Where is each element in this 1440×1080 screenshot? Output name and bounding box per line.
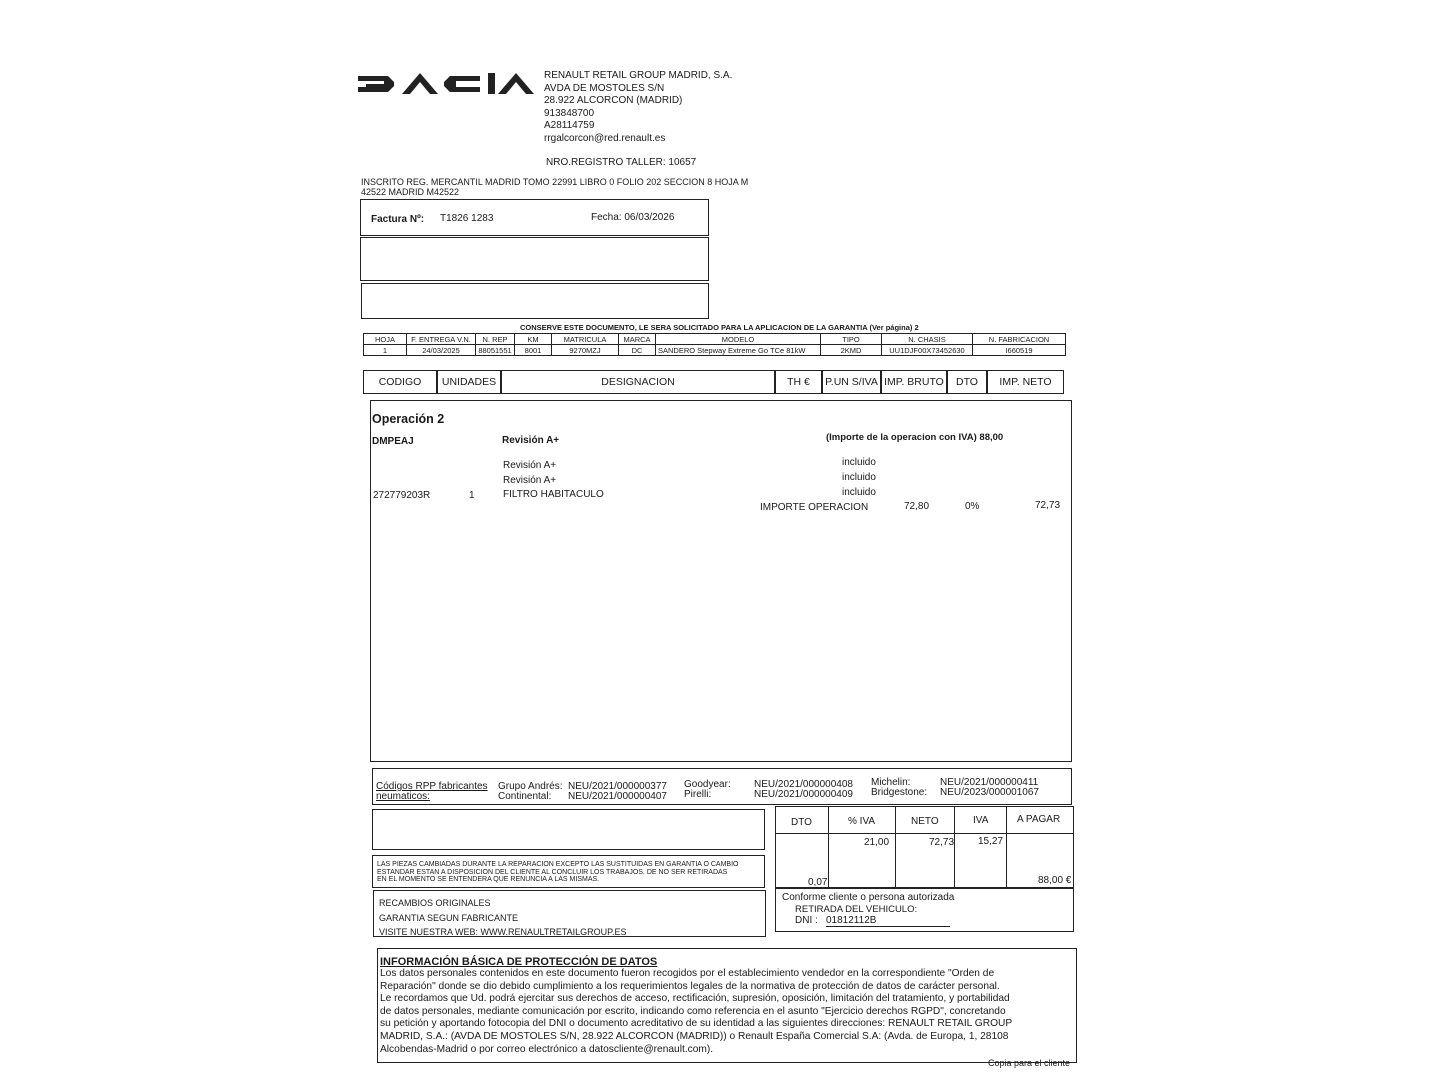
registro-mercantil-line-1: INSCRITO REG. MERCANTIL MADRID TOMO 22991 LIBRO 0 FOLIO 202 SECCION 8 HOJA M	[361, 177, 749, 187]
operation-importe-iva: (Importe de la operacion con IVA) 88,00	[826, 432, 1004, 443]
vehicle-header-row	[364, 334, 1066, 345]
recambios-line: GARANTIA SEGUN FABRICANTE	[379, 912, 519, 923]
totals-header-iva: IVA	[973, 815, 989, 826]
rpp-code: NEU/2021/000000407	[568, 791, 667, 802]
privacy-line: de datos personales, mediante comunicación por escrito, indicando como referencia en el asunto "Ejercicio derechos RGPD", concretando	[380, 1005, 1006, 1017]
totals-a-pagar: 88,00 €	[1038, 875, 1072, 886]
rpp-col-2	[684, 780, 853, 800]
recambios-line: RECAMBIOS ORIGINALES	[379, 898, 491, 908]
company-email: rrgalcorcon@red.renault.es	[544, 132, 666, 144]
invoice-header-box	[360, 199, 709, 236]
importe-operacion-bruto: 72,80	[904, 501, 930, 512]
rpp-brand: Grupo Andrés:	[498, 781, 563, 792]
col-codigo: CODIGO	[363, 370, 437, 394]
col-pun: P.UN S/IVA	[822, 370, 881, 394]
dacia-logo	[358, 70, 534, 98]
rpp-code: NEU/2021/000000377	[568, 781, 667, 792]
item-designacion: Revisión A+	[503, 475, 557, 486]
vehicle-header: TIPO	[821, 334, 882, 345]
importe-operacion-label: IMPORTE OPERACION	[760, 502, 869, 513]
totals-header-a-pagar: A PAGAR	[1017, 814, 1061, 825]
privacy-line: MADRID, S.A.: (AVDA DE MOSTOLES S/N, 28.922 ALCORCON (MADRID)) o Renault España Comercial S.A: (Avda. de Europa, 1, 28108	[380, 1030, 1009, 1042]
vehicle-header: N. FABRICACION	[973, 334, 1066, 345]
totals-header-pct-iva: % IVA	[848, 816, 876, 827]
rpp-code: NEU/2021/000000409	[754, 789, 853, 800]
company-street: AVDA DE MOSTOLES S/N	[544, 82, 665, 94]
rpp-brand: Goodyear:	[684, 779, 731, 790]
vehicle-header: MODELO	[656, 334, 821, 345]
vehicle-value: I660519	[973, 345, 1066, 356]
item-nota: incluido	[842, 472, 876, 483]
footer-copy: Copia para el cliente	[988, 1058, 1071, 1068]
registro-mercantil-line-2: 42522 MADRID M42522	[361, 187, 460, 197]
registro-taller: NRO.REGISTRO TALLER: 10657	[546, 157, 697, 168]
item-designacion: Revisión A+	[503, 460, 557, 471]
importe-operacion-dto: 0%	[965, 501, 980, 512]
observations-box	[372, 809, 765, 850]
vehicle-value: 8001	[515, 345, 552, 356]
recambios-text	[379, 896, 627, 940]
totals-box	[775, 806, 1074, 888]
privacy-box	[377, 948, 1077, 1063]
totals-pct-iva: 21,00	[864, 837, 890, 848]
rpp-code: NEU/2023/000001067	[940, 787, 1039, 798]
item-designacion: FILTRO HABITACULO	[503, 489, 604, 500]
rpp-brand: Pirelli:	[684, 789, 712, 800]
vehicle-table	[363, 333, 1066, 356]
invoice-date: Fecha: 06/03/2026	[591, 212, 675, 223]
item-nota: incluido	[842, 457, 876, 468]
vehicle-header: MATRICULA	[552, 334, 619, 345]
vehicle-header: N. CHASIS	[882, 334, 973, 345]
vehicle-value: 88051551	[476, 345, 515, 356]
operation-code: DMPEAJ	[372, 436, 414, 447]
company-city: 28.922 ALCORCON (MADRID)	[544, 95, 683, 107]
privacy-line: su petición y aportando fotocopia del DNI o documento acreditativo de su identidad a las siguientes direcciones: RENAULT RETAIL GROUP	[380, 1018, 1013, 1030]
pieces-notice-line: EN EL MOMENTO SE ENTENDERA QUE RENUNCIA A LAS MISMAS.	[377, 876, 600, 883]
rpp-brand: Michelin:	[871, 777, 911, 788]
rpp-brand: Continental:	[498, 791, 552, 802]
conforme-dni-label: DNI :	[795, 915, 818, 926]
col-th: TH €	[775, 370, 822, 394]
pieces-notice-box	[372, 855, 765, 888]
pieces-notice-line: LAS PIEZAS CAMBIADAS DURANTE LA REPARACION EXCEPTO LAS SUSTITUIDAS EN GARANTIA O CAMBIO	[377, 861, 739, 868]
totals-header-neto: NETO	[911, 816, 939, 827]
totals-iva: 15,27	[978, 836, 1004, 847]
invoice-number: T1826 1283	[440, 213, 494, 224]
registro-mercantil	[361, 177, 748, 197]
privacy-line: Reparación" donde se dio debido cumplimiento a los requerimientos legales de la normativa de protección de datos de carácter personal.	[380, 980, 1000, 992]
rpp-code: NEU/2021/000000408	[754, 779, 853, 790]
vehicle-value: 9270MZJ	[552, 345, 619, 356]
conforme-box	[775, 888, 1074, 932]
col-dto: DTO	[947, 370, 987, 394]
company-cif: A28114759	[544, 120, 595, 132]
vehicle-value: DC	[619, 345, 656, 356]
rpp-label	[376, 782, 488, 802]
company-address	[544, 70, 732, 146]
pieces-notice	[377, 861, 739, 884]
vehicle-header: N. REP	[476, 334, 515, 345]
address-box	[361, 283, 709, 319]
vehicle-value: 24/03/2025	[407, 345, 476, 356]
rpp-brand: Bridgestone:	[871, 787, 928, 798]
item-codigo: 272779203R	[373, 490, 431, 501]
privacy-line: Le recordamos que Ud. podrá ejercitar sus derechos de acceso, rectificación, supresión, oposición, limitación del tratamiento, y portabilidad	[380, 993, 1010, 1005]
privacy-title: INFORMACIÓN BÁSICA DE PROTECCIÓN DE DATOS	[380, 956, 658, 968]
rpp-box	[372, 768, 1072, 805]
col-imp-bruto: IMP. BRUTO	[881, 370, 947, 394]
customer-box	[360, 237, 709, 281]
item-nota: incluido	[842, 487, 876, 498]
conforme-dni-value: 01812112B	[826, 915, 950, 927]
rpp-col-3	[871, 778, 1039, 798]
company-phone: 913848700	[544, 107, 595, 119]
vehicle-header: KM	[515, 334, 552, 345]
vehicle-value: SANDERO Stepway Extreme Go TCe 81kW	[656, 345, 821, 356]
conforme-line-1: Conforme cliente o persona autorizada	[782, 892, 955, 903]
recambios-line: VISITE NUESTRA WEB: WWW.RENAULTRETAILGROUP.ES	[379, 927, 627, 937]
importe-operacion-neto: 72,73	[1035, 500, 1061, 511]
company-name: RENAULT RETAIL GROUP MADRID, S.A.	[544, 70, 733, 81]
totals-neto: 72,73	[929, 837, 955, 848]
vehicle-value: 2KMD	[821, 345, 882, 356]
conforme-line-2: RETIRADA DEL VEHICULO:	[795, 904, 918, 915]
col-designacion: DESIGNACION	[501, 370, 775, 394]
privacy-line: Alcobendas-Madrid o por correo electrónico a datoscliente@renault.com).	[380, 1043, 714, 1055]
item-unidades: 1	[469, 490, 475, 501]
rpp-label-line-1: Códigos RPP fabricantes	[376, 781, 488, 792]
rpp-code: NEU/2021/000000411	[940, 777, 1039, 788]
col-unidades: UNIDADES	[437, 370, 501, 394]
recambios-box	[373, 890, 766, 937]
privacy-line: Los datos personales contenidos en este documento fueron recogidos por el establecimiento vendedor en la correspondiente "Orden de	[380, 968, 995, 979]
totals-header-dto: DTO	[791, 817, 812, 828]
rpp-col-1	[498, 782, 667, 802]
vehicle-value: 1	[364, 345, 407, 356]
privacy-text	[380, 968, 1012, 1056]
pieces-notice-line: ESTANDAR ESTAN A DISPOSICION DEL CLIENTE AL CONCLUIR LOS TRABAJOS. DE NO SER RETIRADAS	[377, 868, 728, 876]
rpp-label-line-2: neumaticos:	[376, 791, 430, 802]
warranty-notice: CONSERVE ESTE DOCUMENTO, LE SERA SOLICITADO PARA LA APLICACION DE LA GARANTIA (Ver página) 2	[520, 323, 919, 332]
col-imp-neto: IMP. NETO	[987, 370, 1064, 394]
totals-dto: 0,07	[808, 877, 828, 888]
vehicle-header: HOJA	[364, 334, 407, 345]
operation-name: Revisión A+	[502, 435, 560, 446]
vehicle-header: F. ENTREGA V.N.	[407, 334, 476, 345]
invoice-number-label: Factura Nº:	[371, 214, 425, 225]
vehicle-header: MARCA	[619, 334, 656, 345]
operation-title: Operación 2	[372, 412, 445, 426]
vehicle-value-row	[364, 345, 1066, 356]
vehicle-value: UU1DJF00X73452630	[882, 345, 973, 356]
operations-box	[370, 400, 1072, 762]
